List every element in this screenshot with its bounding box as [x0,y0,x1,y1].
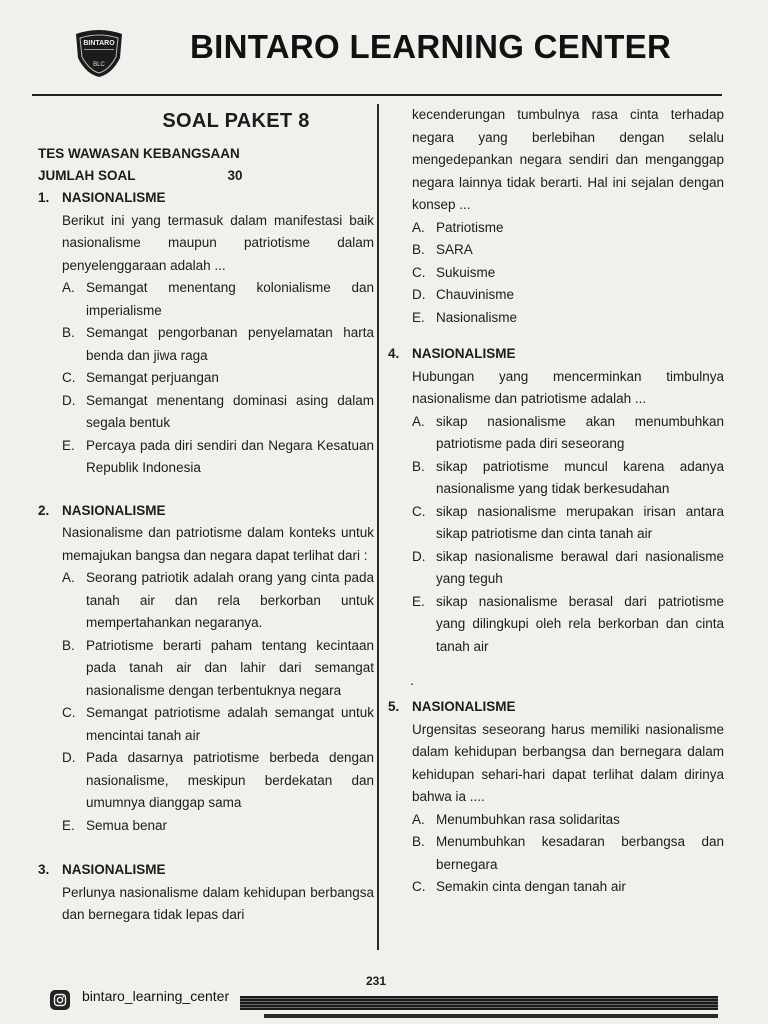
option-letter: D. [62,750,76,765]
option-b[interactable] [62,635,374,703]
option-letter: B. [62,637,75,653]
option-list [62,567,374,837]
option-b[interactable] [412,831,724,876]
question-3 [38,859,374,927]
option-text: sikap nasionalisme berawal dari nasionalisme yang teguh [436,548,724,586]
option-text: Nasionalisme [436,309,518,325]
option-text: Sukuisme [436,264,496,280]
question-count-label: JUMLAH SOAL [38,168,136,183]
option-text: Semangat patriotisme adalah semangat untuk mencintai tanah air [86,705,374,743]
option-text: Percaya pada diri sendiri dan Negara Kesatuan Republik Indonesia [86,437,374,475]
question-header [38,187,374,210]
option-text: Seorang patriotik adalah orang yang cinta pada tanah air dan rela berkorban untuk mempertahankan negaranya. [86,570,374,630]
option-letter: C. [62,705,76,720]
instagram-icon [50,990,70,1010]
bintaro-logo [72,28,126,78]
option-letter: A. [412,219,425,235]
option-letter: C. [62,370,76,385]
option-a[interactable] [412,411,724,456]
option-text: Pada dasarnya patriotisme berbeda dengan nasionalisme, meskipun berdekatan dan umumnya dianggap sama [86,750,374,810]
question-text: kecenderungan tumbulnya rasa cinta terhadap negara yang berlebihan dengan selalu mengedepankan negara sendiri dan menganggap negara lainnya tidak berarti. Hal ini sejalan dengan konsep ... [412,107,724,212]
question-5 [388,696,724,899]
option-letter: C. [412,264,426,280]
question-text: Hubungan yang mencerminkan timbulnya nasionalisme dan patriotisme adalah ... [412,368,724,406]
question-3-continued [388,104,724,329]
option-d[interactable] [62,747,374,815]
question-count-row [38,165,374,187]
question-category: NASIONALISME [62,862,166,877]
question-text: Berikut ini yang termasuk dalam manifestasi baik nasionalisme maupun patriotisme dalam penyelenggaraan adalah ... [62,212,374,273]
option-letter: A. [62,570,75,585]
option-letter: D. [62,392,76,408]
option-c[interactable] [412,876,724,899]
option-letter: B. [62,325,75,340]
paket-meta [38,143,374,187]
question-header [388,343,724,366]
option-text: Semangat menentang dominasi asing dalam segala bentuk [86,392,374,430]
option-text: Menumbuhkan rasa solidaritas [436,811,620,827]
question-header [38,859,374,882]
paket-title: SOAL PAKET 8 [162,110,310,132]
option-d[interactable] [412,284,724,307]
option-list [412,411,724,659]
option-letter: A. [412,413,425,429]
option-text: Semangat pengorbanan penyelamatan harta benda dan jiwa raga [86,325,374,363]
option-d[interactable] [412,546,724,591]
option-text: Semangat menentang kolonialisme dan imperialisme [86,280,374,318]
option-text: Semua benar [86,817,168,833]
option-text: sikap patriotisme muncul karena adanya nasionalisme yang tidak berkesudahan [436,458,724,496]
question-number: 4. [388,346,400,361]
question-number: 2. [38,502,50,518]
option-list [412,809,724,899]
instagram-handle[interactable]: bintaro_learning_center [82,988,230,1004]
logo-text-top: BINTARO [83,40,115,47]
page-number: 231 [366,974,387,988]
logo-text-bottom: BLC [93,62,105,68]
option-c[interactable] [62,702,374,747]
option-letter: E. [62,437,75,453]
option-list [62,277,374,480]
option-letter: E. [412,309,425,325]
option-letter: C. [412,503,426,519]
question-number: 3. [38,862,50,877]
column-divider [377,104,379,950]
question-category: NASIONALISME [62,502,166,518]
question-count-value: 30 [227,168,243,183]
stray-dot: . [410,672,414,688]
option-letter: D. [412,548,426,564]
question-category: NASIONALISME [62,190,166,205]
option-text: Semangat perjuangan [86,370,219,385]
option-letter: B. [412,834,425,849]
question-2 [38,500,374,838]
option-c[interactable] [412,501,724,546]
question-header [388,696,724,719]
question-header [38,500,374,523]
option-letter: B. [412,242,425,257]
question-text: Nasionalisme dan patriotisme dalam konteks untuk memajukan bangsa dan negara dapat terlihat dari : [62,525,374,563]
option-a[interactable] [62,277,374,322]
option-a[interactable] [412,217,724,240]
question-number: 5. [388,699,400,714]
option-a[interactable] [412,809,724,832]
question-4 [388,343,724,658]
option-letter: B. [412,458,425,474]
option-a[interactable] [62,567,374,635]
option-letter: E. [412,593,425,609]
option-text: sikap nasionalisme akan menumbuhkan patriotisme pada diri seseorang [436,413,724,451]
footer-stripe [240,996,718,1010]
option-text: Menumbuhkan kesadaran berbangsa dan bernegara [436,834,724,872]
option-b[interactable] [412,456,724,501]
option-list [412,217,724,330]
question-number: 1. [38,190,50,205]
option-e[interactable] [62,815,374,838]
option-text: Patriotisme [436,219,504,235]
option-text: SARA [436,242,473,257]
option-letter: E. [62,817,75,833]
option-text: Chauvinisme [436,287,515,302]
brand-title: BINTARO LEARNING CENTER [190,28,672,65]
option-letter: A. [412,811,425,827]
option-d[interactable] [62,390,374,435]
option-b[interactable] [412,239,724,262]
option-letter: D. [412,287,426,302]
option-letter: C. [412,879,426,894]
option-letter: A. [62,280,75,295]
option-text: Patriotisme berarti paham tentang kecintaan pada tanah air dan lahir dari semangat nasionalisme dengan terbentuknya negara [86,637,374,698]
option-c[interactable] [412,262,724,285]
option-e[interactable] [62,435,374,480]
question-text: Perlunya nasionalisme dalam kehidupan berbangsa dan bernegara tidak lepas dari [62,884,374,922]
option-b[interactable] [62,322,374,367]
option-e[interactable] [412,307,724,330]
question-text: Urgensitas seseorang harus memiliki nasionalisme dalam kehidupan berbangsa dan bernegara dalam kehidupan sehari-hari dapat terlihat dalam dirinya bahwa ia .... [412,721,724,804]
option-c[interactable] [62,367,374,390]
right-column [388,104,724,899]
footer-stripe-lower [264,1014,718,1018]
question-category: NASIONALISME [412,346,516,361]
question-1 [38,187,374,480]
question-category: NASIONALISME [412,699,516,714]
option-e[interactable] [412,591,724,659]
subject-label: TES WAWASAN KEBANGSAAN [38,146,240,161]
option-text: sikap nasionalisme merupakan irisan antara sikap patriotisme dan cinta tanah air [436,503,724,541]
option-text: Semakin cinta dengan tanah air [436,879,626,894]
header-rule [32,94,722,96]
left-column [38,104,374,927]
option-text: sikap nasionalisme berasal dari patriotisme yang dilingkupi oleh rela berkorban dan cinta tanah air [436,593,724,654]
